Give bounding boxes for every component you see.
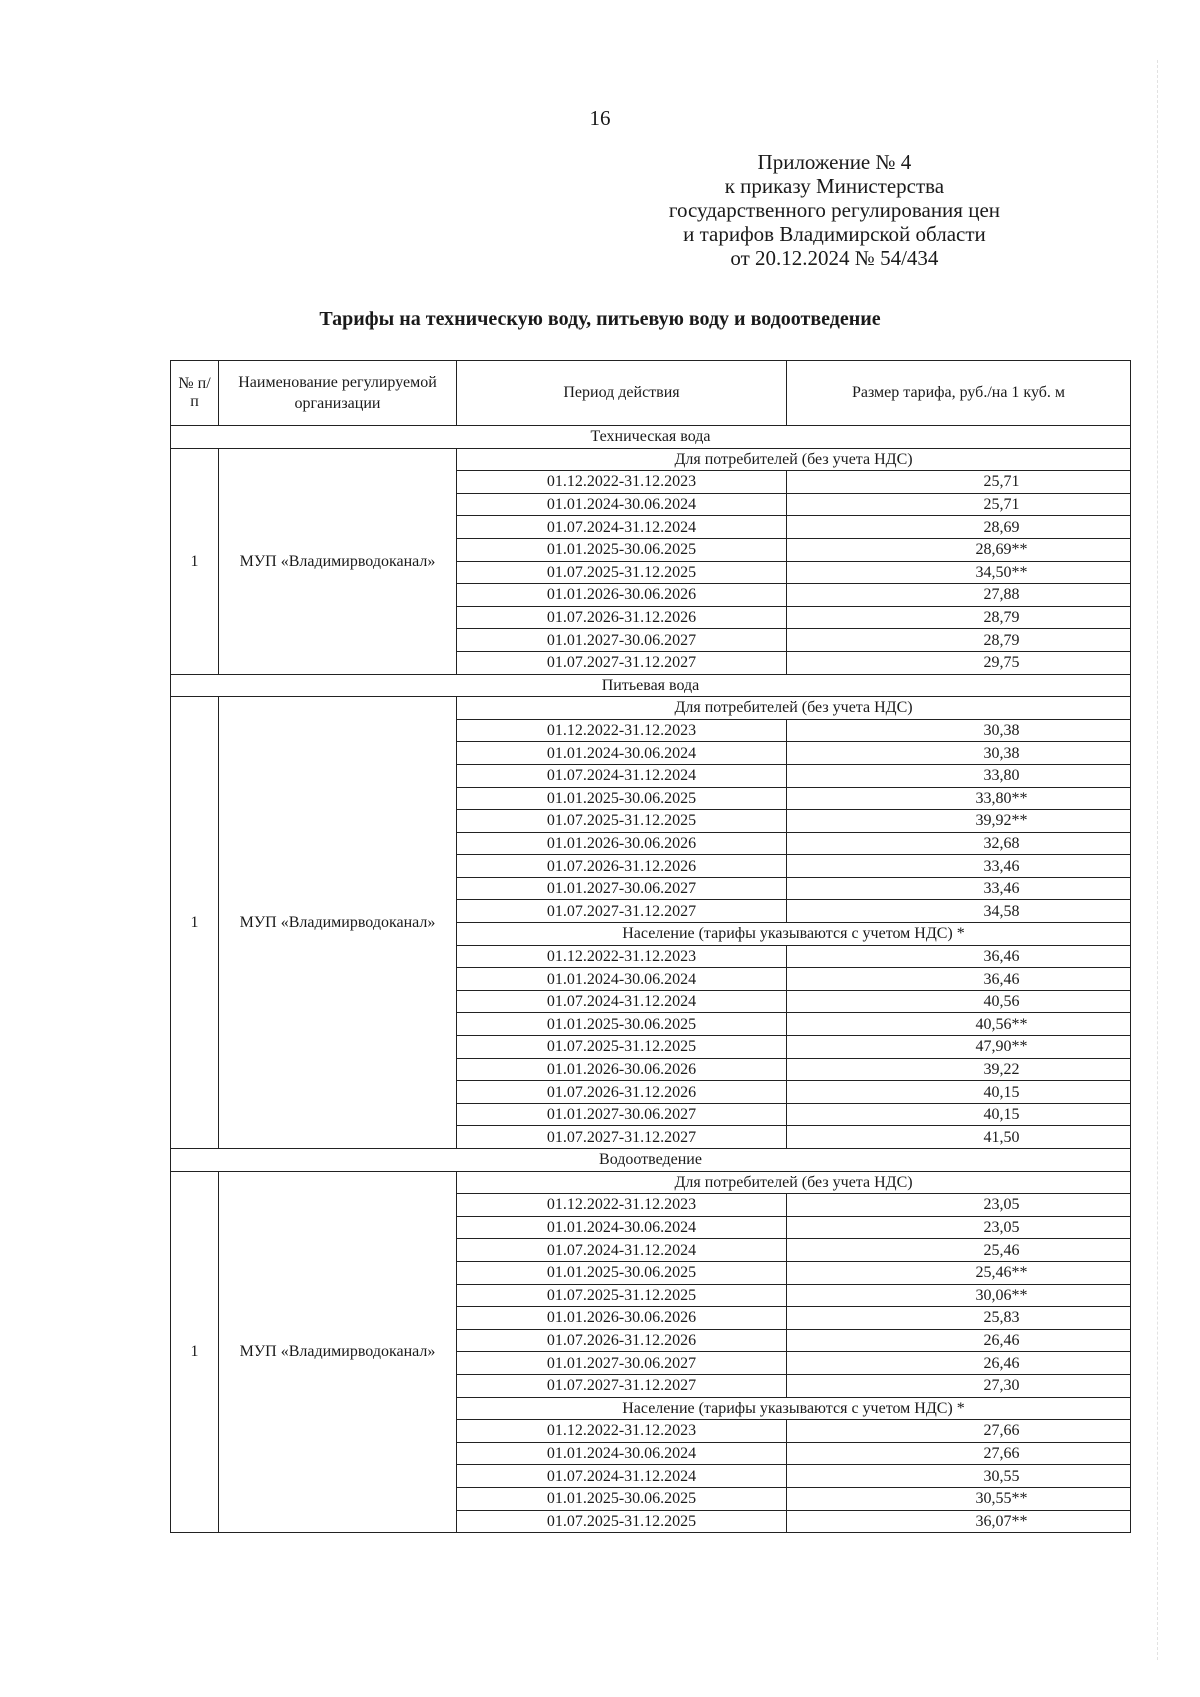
period-cell: 01.07.2024-31.12.2024 xyxy=(457,1239,787,1262)
period-cell: 01.07.2027-31.12.2027 xyxy=(457,651,787,674)
organization-name: МУП «Владимирводоканал» xyxy=(219,697,457,1149)
tariff-value-cell: 40,56 xyxy=(787,990,1131,1013)
tariff-value-cell: 28,69 xyxy=(787,516,1131,539)
tariff-table xyxy=(170,360,1131,1533)
tariff-value-cell: 34,58 xyxy=(787,900,1131,923)
period-cell: 01.07.2027-31.12.2027 xyxy=(457,900,787,923)
tariff-value-cell: 47,90** xyxy=(787,1036,1131,1059)
tariff-value-cell: 25,46 xyxy=(787,1239,1131,1262)
appendix-line: от 20.12.2024 № 54/434 xyxy=(730,246,939,270)
tariff-value-cell: 41,50 xyxy=(787,1126,1131,1149)
scan-margin-artifact xyxy=(1157,60,1170,1660)
tariff-value-cell: 28,79 xyxy=(787,629,1131,652)
tariff-value-cell: 30,38 xyxy=(787,742,1131,765)
row-number: 1 xyxy=(171,448,219,674)
tariff-value-cell: 25,83 xyxy=(787,1307,1131,1330)
period-cell: 01.07.2025-31.12.2025 xyxy=(457,1036,787,1059)
appendix-line: Приложение № 4 xyxy=(757,150,912,174)
tariff-value-cell: 36,46 xyxy=(787,945,1131,968)
section-title: Питьевая вода xyxy=(171,674,1131,697)
period-cell: 01.07.2026-31.12.2026 xyxy=(457,606,787,629)
consumer-group-label: Для потребителей (без учета НДС) xyxy=(457,1171,1131,1194)
tariff-value-cell: 40,15 xyxy=(787,1081,1131,1104)
period-cell: 01.12.2022-31.12.2023 xyxy=(457,471,787,494)
table-header-row xyxy=(171,361,1131,426)
period-cell: 01.07.2024-31.12.2024 xyxy=(457,1465,787,1488)
tariff-value-cell: 32,68 xyxy=(787,832,1131,855)
period-cell: 01.01.2026-30.06.2026 xyxy=(457,832,787,855)
tariff-value-cell: 27,88 xyxy=(787,584,1131,607)
tariff-value-cell: 28,79 xyxy=(787,606,1131,629)
tariff-value-cell: 36,46 xyxy=(787,968,1131,991)
row-number: 1 xyxy=(171,697,219,1149)
tariff-value-cell: 29,75 xyxy=(787,651,1131,674)
period-cell: 01.01.2024-30.06.2024 xyxy=(457,493,787,516)
group-header-row xyxy=(171,697,1131,720)
period-cell: 01.07.2027-31.12.2027 xyxy=(457,1126,787,1149)
tariff-value-cell: 27,66 xyxy=(787,1420,1131,1443)
appendix-line: и тарифов Владимирской области xyxy=(683,222,986,246)
consumer-group-label: Для потребителей (без учета НДС) xyxy=(457,448,1131,471)
period-cell: 01.01.2024-30.06.2024 xyxy=(457,1216,787,1239)
tariff-value-cell: 27,66 xyxy=(787,1442,1131,1465)
section-header-row xyxy=(171,426,1131,449)
row-number: 1 xyxy=(171,1171,219,1533)
period-cell: 01.07.2024-31.12.2024 xyxy=(457,990,787,1013)
organization-name: МУП «Владимирводоканал» xyxy=(219,448,457,674)
period-cell: 01.01.2027-30.06.2027 xyxy=(457,629,787,652)
header-organization: Наименование регулируемой организации xyxy=(219,361,457,426)
consumer-group-label: Население (тарифы указываются с учетом НДС) * xyxy=(457,923,1131,946)
tariff-value-cell: 23,05 xyxy=(787,1194,1131,1217)
period-cell: 01.01.2026-30.06.2026 xyxy=(457,584,787,607)
tariff-value-cell: 40,56** xyxy=(787,1013,1131,1036)
period-cell: 01.07.2025-31.12.2025 xyxy=(457,810,787,833)
period-cell: 01.12.2022-31.12.2023 xyxy=(457,1194,787,1217)
appendix-line: к приказу Министерства xyxy=(724,174,945,198)
section-title: Техническая вода xyxy=(171,426,1131,449)
header-period: Период действия xyxy=(457,361,787,426)
period-cell: 01.01.2025-30.06.2025 xyxy=(457,1487,787,1510)
period-cell: 01.07.2025-31.12.2025 xyxy=(457,561,787,584)
period-cell: 01.01.2024-30.06.2024 xyxy=(457,1442,787,1465)
tariff-value-cell: 34,50** xyxy=(787,561,1131,584)
section-header-row xyxy=(171,674,1131,697)
period-cell: 01.01.2026-30.06.2026 xyxy=(457,1058,787,1081)
tariff-value-cell: 27,30 xyxy=(787,1374,1131,1397)
tariff-value-cell: 28,69** xyxy=(787,538,1131,561)
tariff-value-cell: 25,71 xyxy=(787,493,1131,516)
appendix-line: государственного регулирования цен xyxy=(668,198,1000,222)
tariff-value-cell: 39,22 xyxy=(787,1058,1131,1081)
period-cell: 01.07.2026-31.12.2026 xyxy=(457,855,787,878)
period-cell: 01.01.2027-30.06.2027 xyxy=(457,1352,787,1375)
tariff-value-cell: 26,46 xyxy=(787,1329,1131,1352)
tariff-value-cell: 30,38 xyxy=(787,719,1131,742)
period-cell: 01.01.2026-30.06.2026 xyxy=(457,1307,787,1330)
period-cell: 01.01.2025-30.06.2025 xyxy=(457,1261,787,1284)
section-title: Водоотведение xyxy=(171,1149,1131,1172)
tariff-value-cell: 30,55** xyxy=(787,1487,1131,1510)
tariff-value-cell: 33,46 xyxy=(787,877,1131,900)
period-cell: 01.01.2024-30.06.2024 xyxy=(457,742,787,765)
period-cell: 01.07.2024-31.12.2024 xyxy=(457,764,787,787)
tariff-value-cell: 33,80 xyxy=(787,764,1131,787)
tariff-table-body xyxy=(171,426,1131,1533)
period-cell: 01.12.2022-31.12.2023 xyxy=(457,719,787,742)
period-cell: 01.12.2022-31.12.2023 xyxy=(457,1420,787,1443)
section-header-row xyxy=(171,1149,1131,1172)
period-cell: 01.01.2025-30.06.2025 xyxy=(457,787,787,810)
period-cell: 01.07.2025-31.12.2025 xyxy=(457,1510,787,1533)
header-tariff-size: Размер тарифа, руб./на 1 куб. м xyxy=(787,361,1131,426)
period-cell: 01.07.2027-31.12.2027 xyxy=(457,1374,787,1397)
period-cell: 01.07.2024-31.12.2024 xyxy=(457,516,787,539)
consumer-group-label: Население (тарифы указываются с учетом НДС) * xyxy=(457,1397,1131,1420)
appendix-block xyxy=(669,150,1000,270)
page-number: 16 xyxy=(589,106,611,130)
period-cell: 01.01.2027-30.06.2027 xyxy=(457,877,787,900)
period-cell: 01.07.2026-31.12.2026 xyxy=(457,1081,787,1104)
period-cell: 01.01.2027-30.06.2027 xyxy=(457,1103,787,1126)
period-cell: 01.07.2026-31.12.2026 xyxy=(457,1329,787,1352)
group-header-row xyxy=(171,1171,1131,1194)
tariff-value-cell: 33,46 xyxy=(787,855,1131,878)
tariff-value-cell: 23,05 xyxy=(787,1216,1131,1239)
tariff-value-cell: 26,46 xyxy=(787,1352,1131,1375)
group-header-row xyxy=(171,448,1131,471)
period-cell: 01.12.2022-31.12.2023 xyxy=(457,945,787,968)
period-cell: 01.01.2025-30.06.2025 xyxy=(457,538,787,561)
period-cell: 01.07.2025-31.12.2025 xyxy=(457,1284,787,1307)
tariff-value-cell: 30,06** xyxy=(787,1284,1131,1307)
consumer-group-label: Для потребителей (без учета НДС) xyxy=(457,697,1131,720)
tariff-value-cell: 30,55 xyxy=(787,1465,1131,1488)
period-cell: 01.01.2024-30.06.2024 xyxy=(457,968,787,991)
tariff-value-cell: 33,80** xyxy=(787,787,1131,810)
tariff-value-cell: 25,46** xyxy=(787,1261,1131,1284)
tariff-value-cell: 25,71 xyxy=(787,471,1131,494)
tariff-value-cell: 40,15 xyxy=(787,1103,1131,1126)
period-cell: 01.01.2025-30.06.2025 xyxy=(457,1013,787,1036)
header-number: № п/п xyxy=(171,361,219,426)
tariff-value-cell: 39,92** xyxy=(787,810,1131,833)
document-title: Тарифы на техническую воду, питьевую воду и водоотведение xyxy=(319,308,881,330)
organization-name: МУП «Владимирводоканал» xyxy=(219,1171,457,1533)
tariff-value-cell: 36,07** xyxy=(787,1510,1131,1533)
